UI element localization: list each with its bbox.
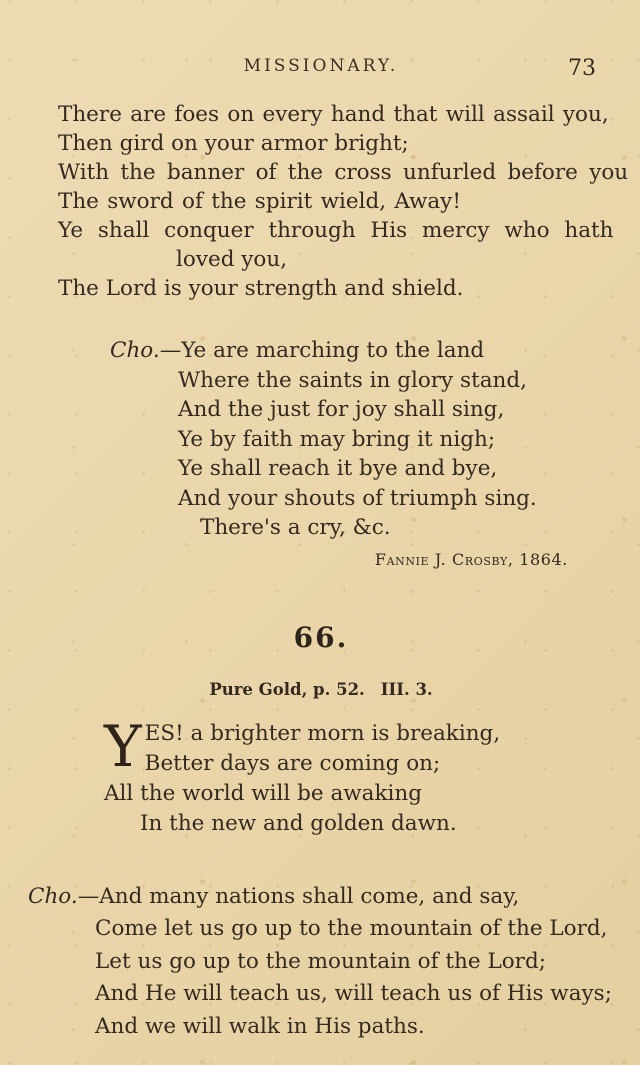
chorus-label: Cho. bbox=[28, 883, 78, 909]
page-number: 73 bbox=[568, 56, 596, 81]
running-header: MISSIONARY. bbox=[243, 56, 399, 76]
chorus-line-text: —Ye are marching to the land bbox=[159, 338, 485, 363]
chorus-line: Come let us go up to the mountain of the Lord, bbox=[95, 916, 608, 941]
verse-line: Then gird on your armor bright; bbox=[58, 131, 409, 156]
dropcap-initial: Y bbox=[104, 713, 142, 780]
stanza-line: In the new and golden dawn. bbox=[140, 810, 457, 836]
verse-line: There are foes on every hand that will assail you, bbox=[58, 102, 609, 127]
stanza-line: All the world will be awaking bbox=[104, 780, 422, 806]
page-header bbox=[58, 56, 596, 84]
verse-line: Ye shall conquer through His mercy who hath bbox=[58, 218, 614, 243]
tune-meter: III. 3. bbox=[380, 679, 433, 699]
stanza-line: Better days are coming on; bbox=[144, 750, 441, 776]
hymn-verse-continuation bbox=[58, 100, 629, 303]
chorus-line bbox=[110, 336, 584, 366]
hymn-chorus bbox=[110, 336, 584, 543]
chorus-line: Let us go up to the mountain of the Lord; bbox=[95, 948, 546, 974]
chorus-line: Ye shall reach it bye and bye, bbox=[178, 456, 498, 481]
verse-line: The sword of the spirit wield, Away! bbox=[58, 189, 461, 214]
dropcap-lines bbox=[145, 719, 501, 779]
stanza-line: ES! a brighter morn is breaking, bbox=[144, 720, 501, 746]
chorus-line-text: —And many nations shall come, and say, bbox=[77, 883, 520, 909]
tune-reference bbox=[58, 680, 584, 699]
chorus-line: And the just for joy shall sing, bbox=[178, 397, 505, 422]
chorus-line: There's a cry, &c. bbox=[200, 515, 391, 540]
chorus-line: Where the saints in glory stand, bbox=[178, 367, 527, 393]
tune-book: Pure Gold, p. 52. bbox=[209, 679, 365, 699]
chorus-line: Ye by faith may bring it nigh; bbox=[178, 426, 496, 452]
verse-line: With the banner of the cross unfurled before you bbox=[58, 160, 629, 185]
hymn-number: 66. bbox=[293, 620, 349, 654]
chorus-line: And your shouts of triumph sing. bbox=[178, 485, 537, 511]
verse-line: loved you, bbox=[176, 247, 288, 272]
chorus-line: And we will walk in His paths. bbox=[95, 1013, 425, 1039]
author-attribution: Fannie J. Crosby, 1864. bbox=[374, 549, 568, 569]
hymn-chorus bbox=[28, 881, 612, 1044]
verse-line: The Lord is your strength and shield. bbox=[58, 276, 464, 301]
chorus-label: Cho. bbox=[110, 338, 160, 363]
chorus-line: And He will teach us, will teach us of His ways; bbox=[95, 981, 612, 1006]
hymn-stanza bbox=[104, 713, 584, 839]
chorus-line bbox=[28, 881, 584, 914]
dropcap-row bbox=[104, 713, 584, 780]
